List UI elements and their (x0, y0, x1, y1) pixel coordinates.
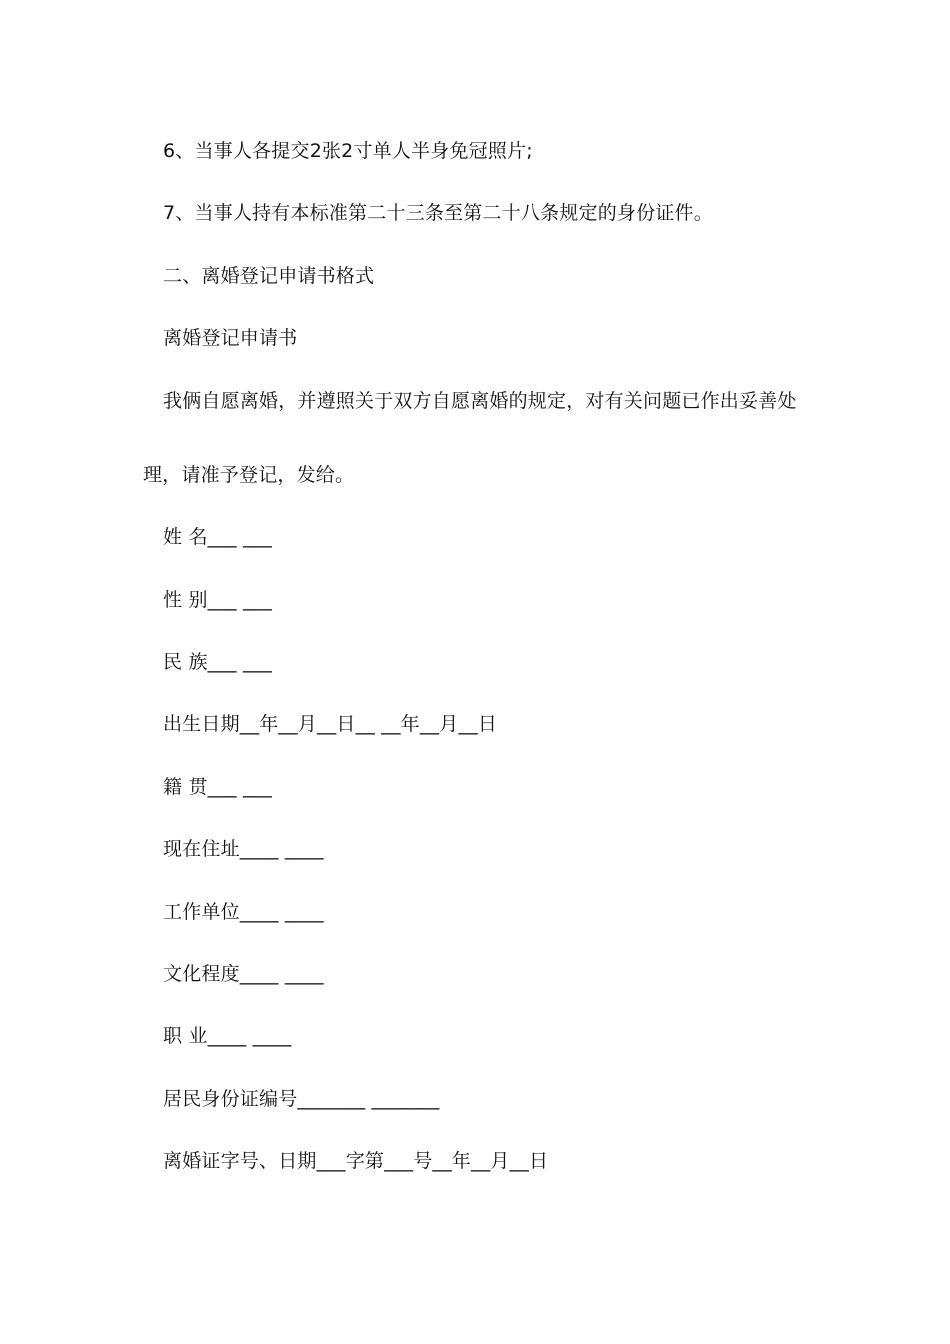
statement-line-2: 理，请准予登记，发给。 (143, 464, 355, 486)
field-id-number: 居民身份证编号_______ _______ (163, 1088, 440, 1110)
field-work-unit: 工作单位____ ____ (163, 901, 324, 923)
form-title: 离婚登记申请书 (163, 327, 298, 349)
item-7-id-documents: 7、当事人持有本标准第二十三条至第二十八条规定的身份证件。 (163, 202, 713, 224)
field-divorce-certificate: 离婚证字号、日期___字第___号__年__月__日 (163, 1150, 549, 1172)
field-occupation: 职 业____ ____ (163, 1025, 292, 1047)
field-name: 姓 名___ ___ (163, 526, 273, 548)
field-current-address: 现在住址____ ____ (163, 838, 324, 860)
statement-line-1: 我俩自愿离婚，并遵照关于双方自愿离婚的规定，对有关问题已作出妥善处 (163, 390, 797, 412)
item-6-photos: 6、当事人各提交2张2寸单人半身免冠照片; (163, 140, 533, 162)
field-native-place: 籍 贯___ ___ (163, 776, 273, 798)
section-heading: 二、离婚登记申请书格式 (163, 265, 375, 287)
field-ethnicity: 民 族___ ___ (163, 651, 273, 673)
field-education: 文化程度____ ____ (163, 963, 324, 985)
field-birth-date: 出生日期__年__月__日__ __年__月__日 (163, 713, 498, 735)
field-gender: 性 别___ ___ (163, 589, 273, 611)
